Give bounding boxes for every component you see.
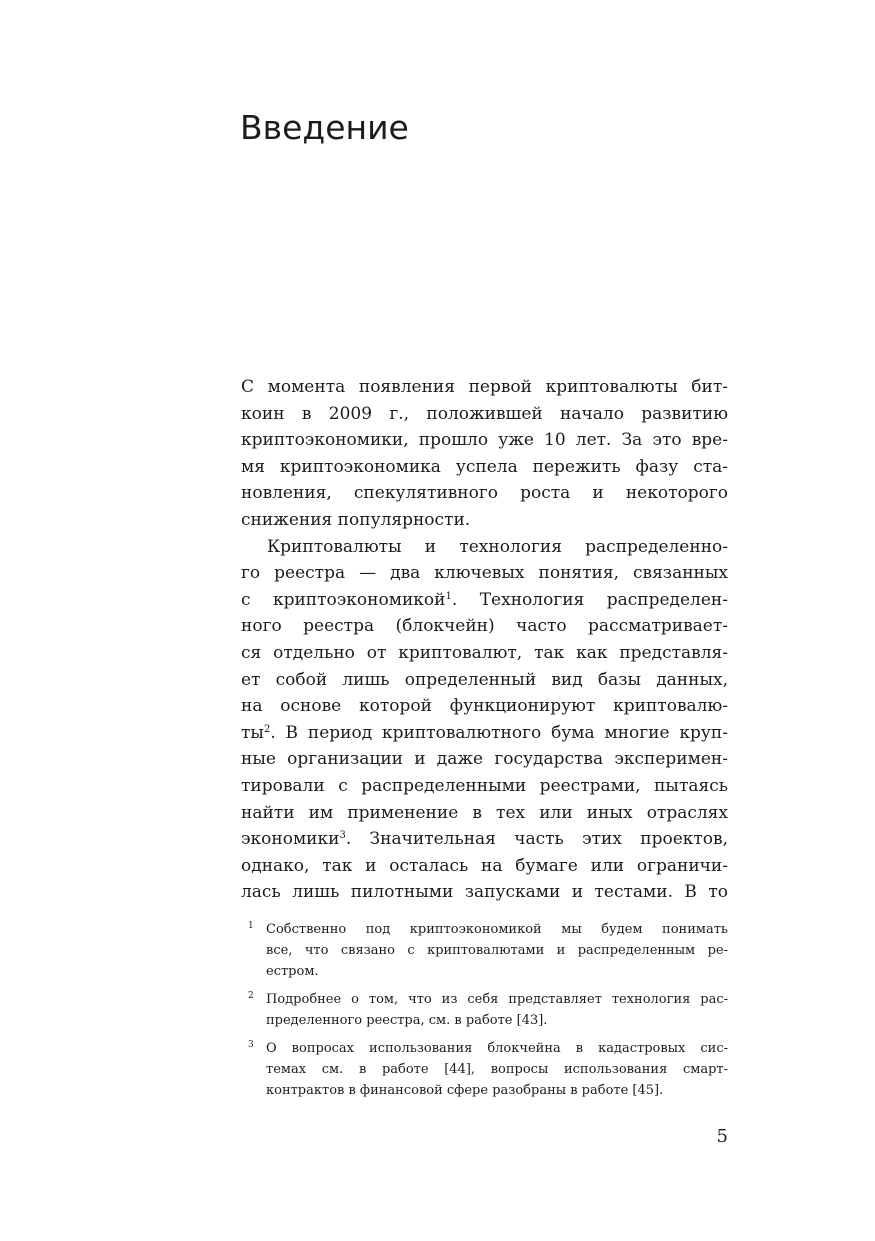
footnote-line: О вопросах использования блокчейна в кадастровых сис- xyxy=(266,1041,728,1056)
text-line: ся отдельно от криптовалют, так как представля- xyxy=(241,642,728,663)
footnote-line: темах см. в работе [44], вопросы использования смарт- xyxy=(266,1062,728,1077)
footnote-line: Подробнее о том, что из себя представляет технология рас- xyxy=(266,992,728,1007)
text-line: го реестра — два ключевых понятия, связанных xyxy=(241,563,728,584)
text-line: на основе которой функционируют криптовалю- xyxy=(241,696,728,717)
text-line: мя криптоэкономика успела пережить фазу ста- xyxy=(241,456,728,477)
footnote-ref-1[interactable]: 1 xyxy=(445,590,452,602)
body-text xyxy=(241,374,728,906)
footnote-line: все, что связано с криптовалютами и распределенным ре- xyxy=(266,943,728,958)
text-line: коин в 2009 г., положившей начало развитию xyxy=(241,403,728,424)
text-line: ного реестра (блокчейн) часто рассматривает- xyxy=(241,616,728,637)
footnote-number: 1 xyxy=(248,921,254,931)
text-fragment: экономики xyxy=(241,829,340,850)
text-line: снижения популярности. xyxy=(241,509,471,530)
footnote-line: пределенного реестра, см. в работе [43]. xyxy=(266,1013,548,1028)
text-line: криптоэкономики, прошло уже 10 лет. За это вре- xyxy=(241,430,728,451)
footnote-1 xyxy=(248,919,728,982)
text-fragment: . Значительная часть этих проектов, xyxy=(345,829,728,850)
text-line: Криптовалюты и технология распределенно- xyxy=(267,536,728,557)
text-line xyxy=(241,826,728,853)
chapter-heading: Введение xyxy=(240,108,409,147)
footnote-number: 2 xyxy=(248,991,254,1001)
footnote-number: 3 xyxy=(248,1040,254,1050)
footnotes xyxy=(248,919,728,1108)
text-fragment: . Технология распределен- xyxy=(451,589,728,610)
footnote-line: естром. xyxy=(266,964,319,979)
text-line xyxy=(241,720,728,747)
text-fragment: ты xyxy=(241,722,264,743)
text-line: новления, спекулятивного роста и некоторого xyxy=(241,483,728,504)
page-number: 5 xyxy=(716,1126,728,1147)
paragraph-1 xyxy=(241,374,728,534)
text-line: однако, так и осталась на бумаге или ограничи- xyxy=(241,855,728,876)
paragraph-2 xyxy=(241,534,728,906)
footnote-ref-2[interactable]: 2 xyxy=(263,723,271,735)
text-fragment: с криптоэкономикой xyxy=(241,589,446,610)
text-line: ные организации и даже государства эксперимен- xyxy=(241,749,728,770)
text-line xyxy=(241,587,728,614)
text-line: С момента появления первой криптовалюты бит- xyxy=(241,377,728,397)
footnote-line: Собственно под криптоэкономикой мы будем понимать xyxy=(266,922,728,937)
text-line: найти им применение в тех или иных отраслях xyxy=(241,802,728,823)
footnote-ref-3[interactable]: 3 xyxy=(339,830,346,842)
footnote-line: контрактов в финансовой сфере разобраны в работе [45]. xyxy=(266,1083,664,1098)
text-line: тировали с распределенными реестрами, пытаясь xyxy=(241,775,728,796)
footnote-2 xyxy=(248,989,728,1031)
text-line: ет собой лишь определенный вид базы данных, xyxy=(241,669,728,690)
text-fragment: . В период криптовалютного бума многие круп- xyxy=(270,722,728,743)
text-line: лась лишь пилотными запусками и тестами. В то xyxy=(241,882,728,903)
footnote-3 xyxy=(248,1038,728,1101)
